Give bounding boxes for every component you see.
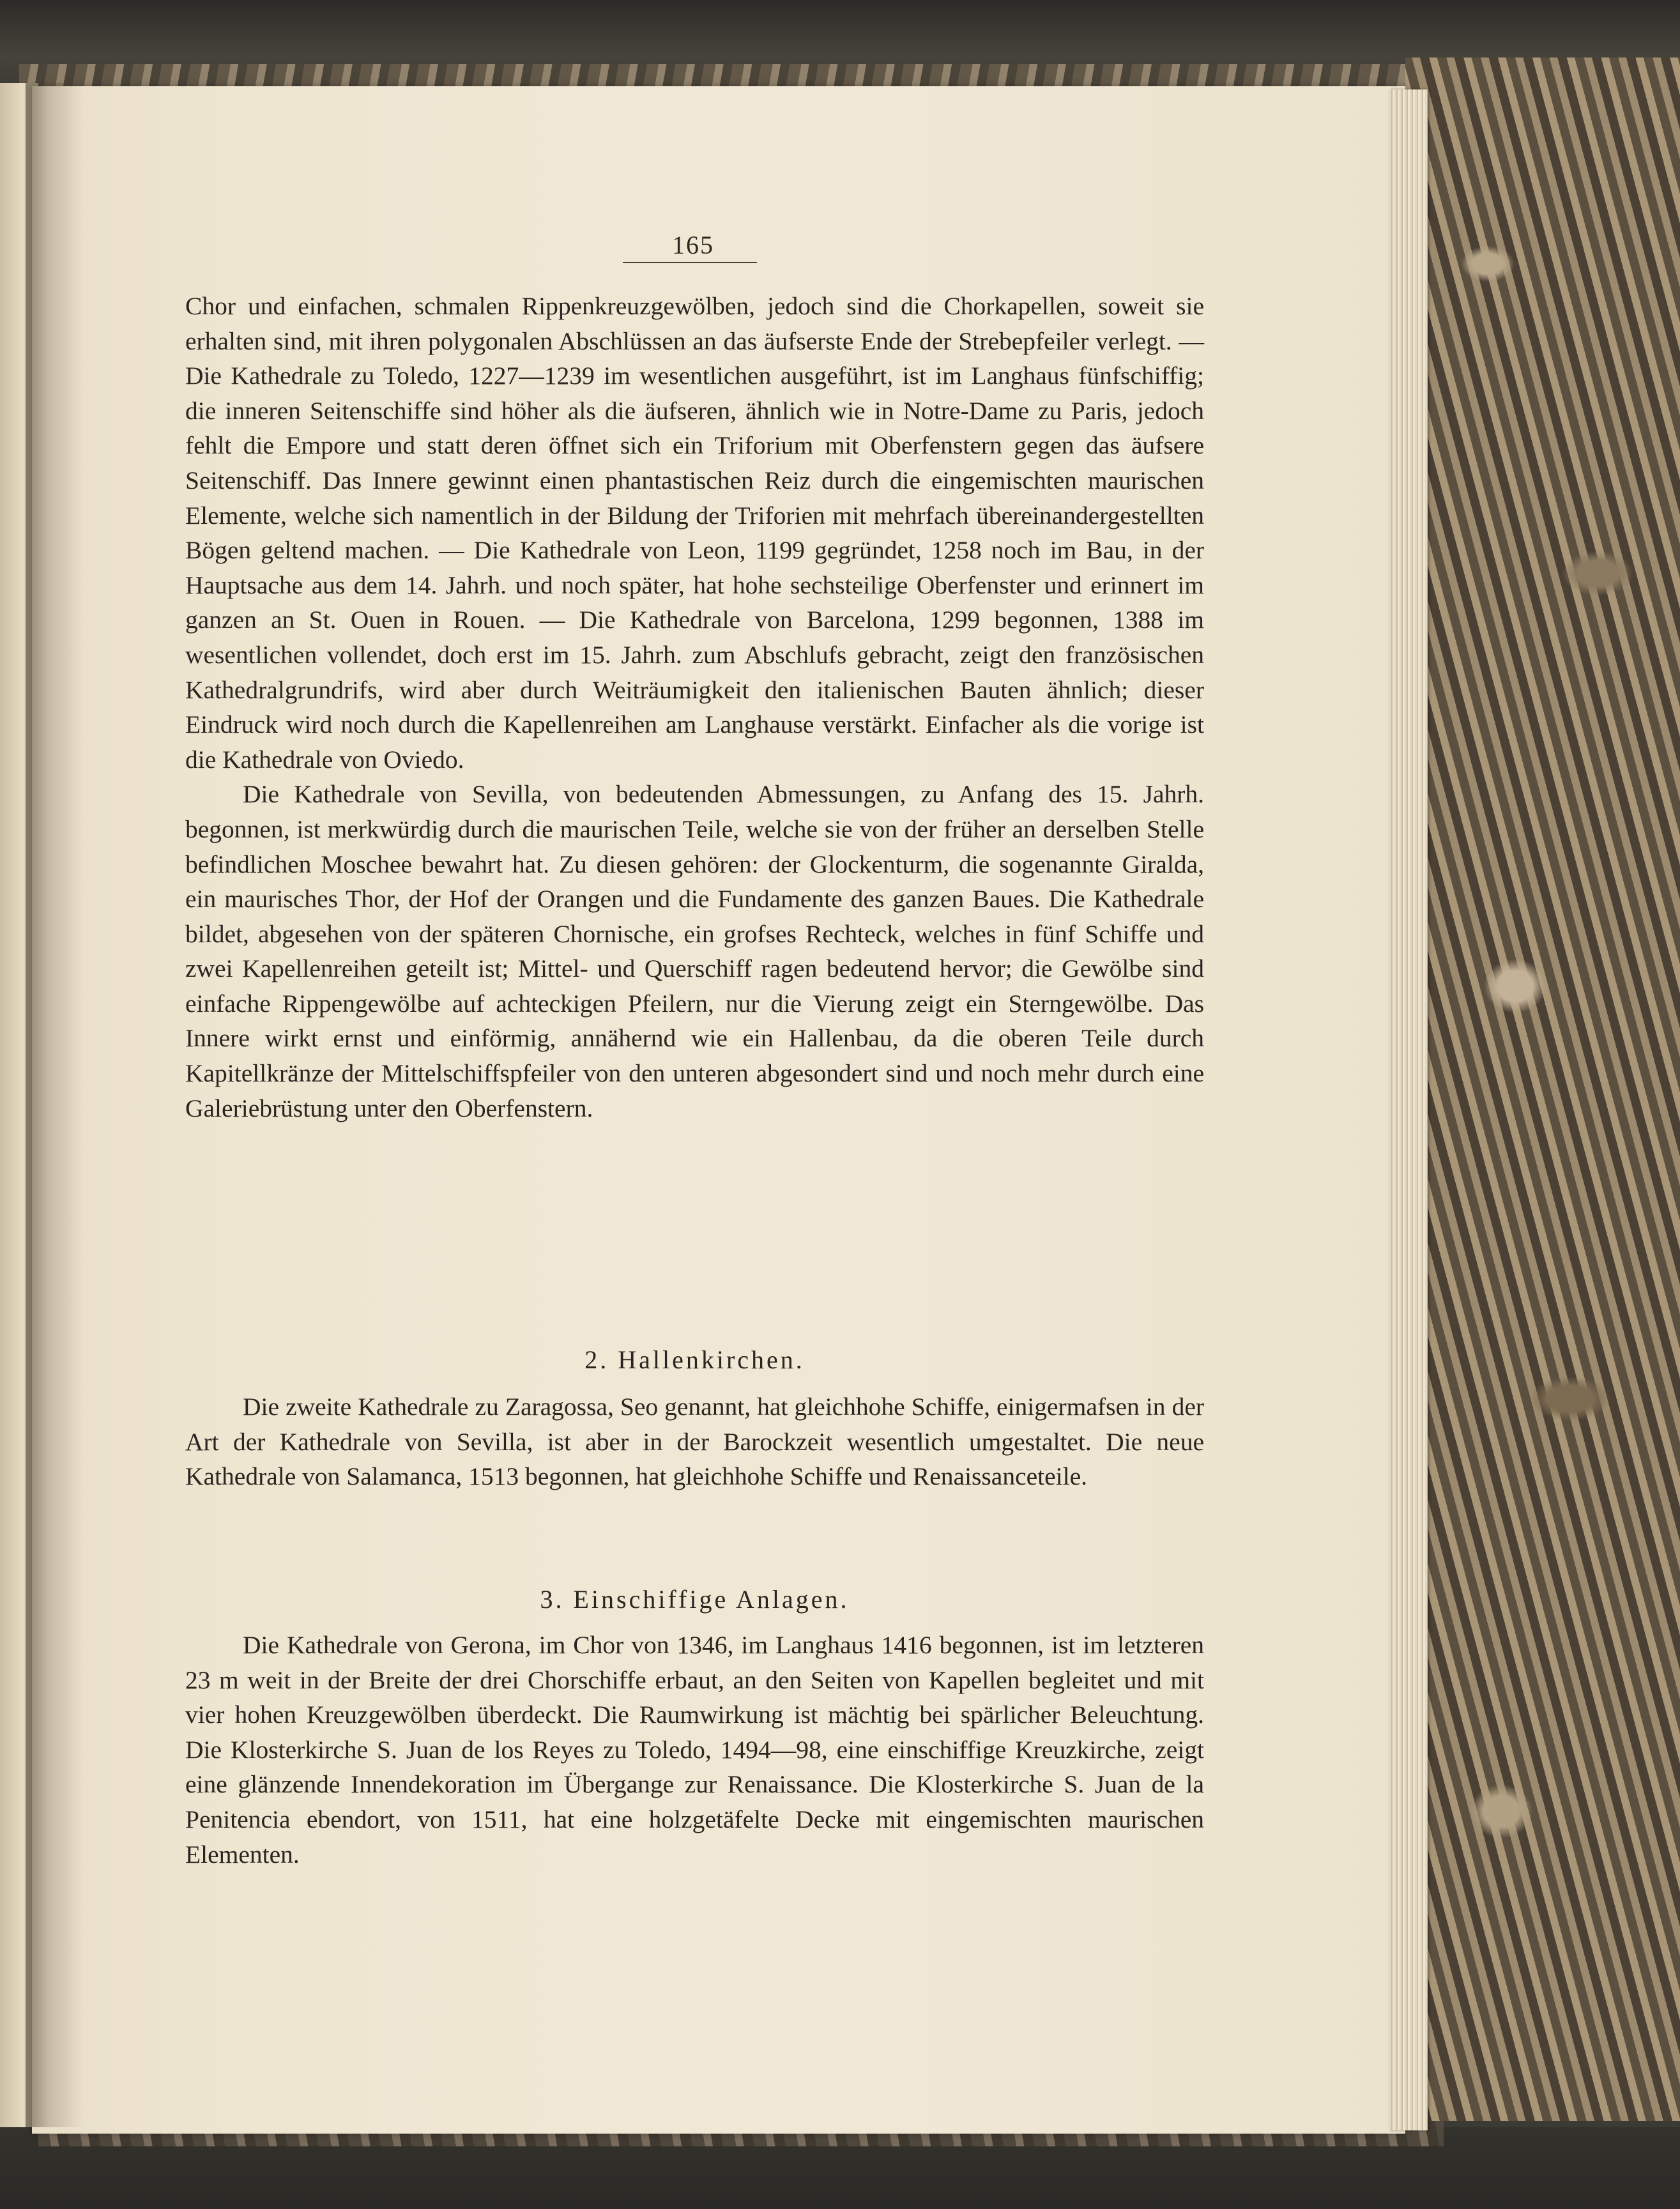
page-leaves-edge bbox=[1389, 89, 1428, 2130]
spine-gutter-shadow bbox=[26, 83, 83, 2127]
body-text-section-2 bbox=[185, 1389, 1204, 1494]
paragraph-hallenkirchen: Die zweite Kathedrale zu Zaragossa, Seo genannt, hat gleichhohe Schiffe, einigermafsen in der Art der Kathedrale von Sevilla, ist aber in der Barockzeit wesentlich umgestaltet. Die neue Kathedrale von Salamanca, 1513 begonnen, hat gleichhohe Schiffe und Renaissanceteile. bbox=[185, 1393, 1204, 1491]
body-text-section-3 bbox=[185, 1628, 1204, 1872]
header-rule bbox=[623, 262, 757, 263]
page-number: 165 bbox=[672, 231, 714, 259]
body-text-main bbox=[185, 289, 1204, 1126]
paragraph-einschiffige-anlagen: Die Kathedrale von Gerona, im Chor von 1346, im Langhaus 1416 begonnen, ist im letzteren 23 m weit in der Breite der drei Chorschiffe erbaut, an den Seiten von Kapellen begleitet und mit vier hohen Kreuzgewölben überdeckt. Die Raumwirkung ist mächtig bei spärlicher Beleuchtung. Die Klosterkirche S. Juan de los Reyes zu Toledo, 1494—98, eine einschiffige Kreuzkirche, zeigt eine glänzende Innendekoration im Übergange zur Renaissance. Die Klosterkirche S. Juan de la Penitencia ebendort, von 1511, hat eine holzgetäfelte Decke mit eingemischten maurischen Elementen. bbox=[185, 1631, 1204, 1869]
marbled-cover-board bbox=[1405, 57, 1680, 2121]
section-heading-einschiffige-anlagen: 3. Einschiffige Anlagen. bbox=[540, 1585, 850, 1614]
section-heading-hallenkirchen: 2. Hallenkirchen. bbox=[584, 1345, 805, 1374]
paragraph-2: Die Kathedrale von Sevilla, von bedeutenden Abmessungen, zu Anfang des 15. Jahrh. begonnen, ist merkwürdig durch die maurischen Teile, welche sie von der früher an derselben Stelle befindlichen Moschee bewahrt hat. Zu diesen gehören: der Glockenturm, die sogenannte Giralda, ein maurisches Thor, der Hof der Orangen und die Fundamente des ganzen Baues. Die Kathedrale bildet, abgesehen von der späteren Chornische, ein grofses Rechteck, welches in fünf Schiffe und zwei Kapellenreihen geteilt ist; Mittel- und Querschiff ragen bedeutend hervor; die Gewölbe sind einfache Rippengewölbe auf achteckigen Pfeilern, nur die Vierung zeigt ein Sterngewölbe. Das Innere wirkt ernst und einförmig, annähernd wie ein Hallenbau, da die oberen Teile durch Kapitellkränze der Mittelschiffspfeiler von den unteren abgesondert sind und noch mehr durch eine Galeriebrüstung unter den Oberfenstern. bbox=[185, 780, 1204, 1122]
paragraph-1: Chor und einfachen, schmalen Rippenkreuzgewölben, jedoch sind die Chorkapellen, soweit sie erhalten sind, mit ihren polygonalen Abschlüssen an das äufserste Ende der Strebepfeiler verlegt. — Die Kathedrale zu Toledo, 1227—1239 im wesentlichen ausgeführt, ist im Langhaus fünfschiffig; die inneren Seitenschiffe sind höher als die äufseren, ähnlich wie in Notre-Dame zu Paris, jedoch fehlt die Empore und statt deren öffnet sich ein Triforium mit Oberfenstern gegen das äufsere Seitenschiff. Das Innere gewinnt einen phantastischen Reiz durch die eingemischten maurischen Elemente, welche sich namentlich in der Bildung der Triforien mit mehrfach übereinandergestellten Bögen geltend machen. — Die Kathedrale von Leon, 1199 gegründet, 1258 noch im Bau, in der Hauptsache aus dem 14. Jahrh. und noch später, hat hohe sechsteilige Oberfenster und erinnert im ganzen an St. Ouen in Rouen. — Die Kathedrale von Barcelona, 1299 begonnen, 1388 im wesentlichen vollendet, doch erst im 15. Jahrh. zum Abschlufs gebracht, zeigt den französischen Kathedralgrundrifs, wird aber durch Weiträumigkeit den italienischen Bauten ähnlich; dieser Eindruck wird noch durch die Kapellenreihen am Langhause verstärkt. Einfacher als die vorige ist die Kathedrale von Oviedo. bbox=[185, 292, 1204, 774]
